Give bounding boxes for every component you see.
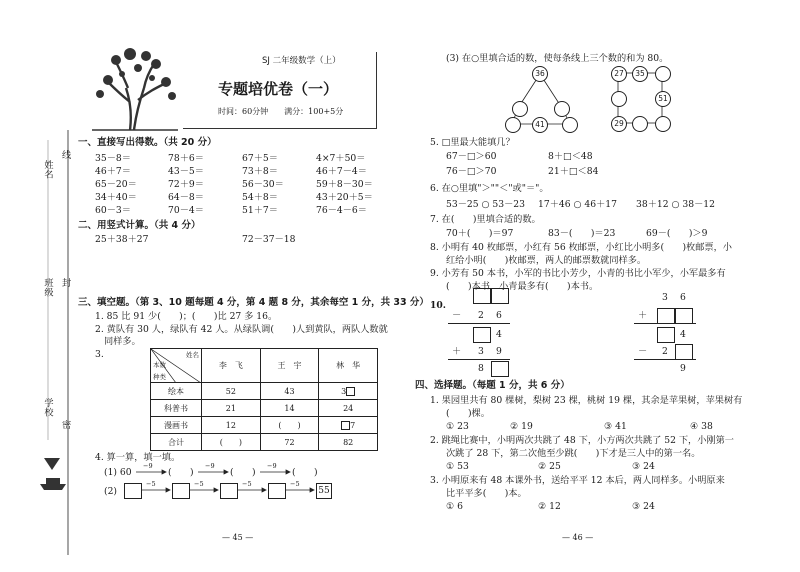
- choice-option[interactable]: ③ 41: [604, 421, 627, 432]
- fill-q6: 6. 在○里填"＞""＜"或"＝"。: [430, 183, 549, 194]
- choice-option[interactable]: ① 23: [446, 421, 469, 432]
- section-1-heading: 一、直接写出得数。（共 20 分）: [78, 137, 217, 148]
- calc-item: 43－5＝: [168, 166, 204, 177]
- fill-q10: 10.: [430, 300, 446, 311]
- op-plus: ＋: [452, 346, 462, 357]
- q5-item: 76－□＞70: [446, 166, 497, 177]
- chain-1-blank[interactable]: ( ): [230, 467, 256, 478]
- calc-item: 54＋8＝: [242, 192, 278, 203]
- digit-box[interactable]: [473, 288, 491, 304]
- digit: 2: [662, 346, 668, 357]
- sidebar-name: 姓名: [42, 160, 53, 179]
- op-plus: ＋: [638, 310, 648, 321]
- calc-item: 46＋7＝: [95, 166, 131, 177]
- sidebar-class: 班级: [42, 278, 53, 297]
- section-4-heading: 四、选择题。（每题 1 分，共 6 分）: [415, 380, 570, 391]
- square-node[interactable]: [655, 116, 671, 132]
- digit: 3: [662, 292, 668, 303]
- fill-q3-right: (3) 在○里填合适的数，使每条线上三个数的和为 80。: [446, 53, 669, 64]
- op-minus: －: [638, 346, 648, 357]
- table-header-cell: 李 飞: [202, 349, 261, 383]
- fill-q5: 5. □里最大能填几？: [430, 137, 515, 148]
- q5-item: 21＋□＜84: [548, 166, 599, 177]
- choice-option[interactable]: ② 12: [538, 501, 561, 512]
- triangle-node[interactable]: [512, 101, 528, 117]
- digit-box[interactable]: [657, 308, 675, 324]
- sidebar-school: 学校: [42, 398, 53, 417]
- chain-1-label: −9: [267, 462, 277, 470]
- q7-item: 83－( )＝23: [548, 228, 616, 239]
- fill-q7: 7. 在( )里填合适的数。: [430, 214, 541, 225]
- square-node: 35: [632, 66, 648, 82]
- chain-1-blank[interactable]: ( ): [292, 467, 318, 478]
- choice-option[interactable]: ② 25: [538, 461, 561, 472]
- chain-1-label: −9: [205, 462, 215, 470]
- square-node[interactable]: [655, 66, 671, 82]
- choice-option[interactable]: ④ 38: [690, 421, 713, 432]
- vertical-calc-1: 25＋38＋27: [95, 234, 149, 245]
- calc-item: 34＋40＝: [95, 192, 137, 203]
- fill-q2-line1: 2. 黄队有 30 人，绿队有 42 人。从绿队调( )人到黄队，两队人数就: [95, 324, 388, 335]
- table-row: 科普书 21 14 24: [151, 400, 378, 417]
- chain-1-blank[interactable]: ( ): [168, 467, 194, 478]
- choice-q1-line1: 1. 果园里共有 80 棵树，梨树 23 棵，桃树 19 棵，其余是苹果树，苹果树有: [430, 395, 743, 406]
- calc-item: 67＋5＝: [242, 153, 278, 164]
- calc-rule: [634, 359, 696, 360]
- op-minus: －: [452, 310, 462, 321]
- fill-q9-line2: ( )本书，小青最多有( )本书。: [446, 281, 599, 292]
- page-number-right: — 46 —: [562, 533, 594, 542]
- square-node: 29: [611, 116, 627, 132]
- fill-q8-line1: 8. 小明有 40 枚邮票，小红有 56 枚邮票，小红比小明多( )枚邮票，小: [430, 242, 732, 253]
- blank-box[interactable]: [346, 387, 355, 396]
- sidebar-secret: 密: [62, 420, 72, 431]
- digit: 9: [496, 346, 502, 357]
- calc-item: 59＋8－30＝: [316, 179, 373, 190]
- choice-option[interactable]: ② 19: [510, 421, 533, 432]
- calc-item: 43＋20＋5＝: [316, 192, 373, 203]
- choice-q3-line1: 3. 小明原来有 48 本课外书，送给平平 12 本后，两人同样多。小明原来: [430, 475, 725, 486]
- triangle-node: 36: [532, 66, 548, 82]
- chain-1-arrows: [136, 462, 306, 478]
- triangle-node[interactable]: [562, 117, 578, 133]
- chain-1-start: (1) 60: [104, 467, 132, 478]
- digit-box[interactable]: [675, 308, 693, 324]
- table-diagonal-header: 姓名 本数 种类: [151, 349, 202, 383]
- blank-box[interactable]: [341, 421, 350, 430]
- choice-q1-line2: ( )棵。: [446, 408, 490, 419]
- chain-2-label: −5: [194, 480, 204, 488]
- q7-item: 70＋( )＝97: [446, 228, 514, 239]
- triangle-node[interactable]: [554, 101, 570, 117]
- vertical-calc-2: 72－37－18: [242, 234, 296, 245]
- chain-2-end: 55: [316, 483, 332, 499]
- digit: 6: [680, 292, 686, 303]
- fill-q4: 4. 算一算，填一填。: [95, 452, 181, 463]
- chain-2-label: −5: [146, 480, 156, 488]
- calc-rule: [448, 323, 510, 324]
- table-row: 合计 ( ) 72 82: [151, 434, 378, 451]
- page-number-left: — 45 —: [222, 533, 254, 542]
- exam-meta: 时间：60分钟 满分：100+5分: [218, 107, 344, 116]
- book-table: [150, 348, 378, 451]
- calc-item: 72＋9＝: [168, 179, 204, 190]
- digit-box[interactable]: [491, 288, 509, 304]
- calc-item: 60－3＝: [95, 205, 131, 216]
- calc-item: 76－4－6＝: [316, 205, 367, 216]
- square-node[interactable]: [611, 91, 627, 107]
- table-row: 漫画书 12 ( ) 7: [151, 417, 378, 434]
- calc-item: 78＋6＝: [168, 153, 204, 164]
- digit: 9: [680, 363, 686, 374]
- calc-item: 73＋8＝: [242, 166, 278, 177]
- fill-q9-line1: 9. 小芳有 50 本书，小军的书比小芳少，小青的书比小军少，小军最多有: [430, 268, 726, 279]
- choice-q2-line1: 2. 跳绳比赛中，小明两次共跳了 48 下，小方两次共跳了 52 下，小刚第一: [430, 435, 734, 446]
- square-node: 51: [655, 91, 671, 107]
- q6-item: 17＋46 ○ 46＋17: [538, 199, 617, 210]
- choice-option[interactable]: ① 6: [446, 501, 464, 512]
- digit: 4: [680, 329, 686, 340]
- q6-item: 53－25 ○ 53－23: [446, 199, 525, 210]
- sidebar-line: 线: [62, 150, 72, 161]
- chain-2-label: −5: [290, 480, 300, 488]
- calc-item: 64－8＝: [168, 192, 204, 203]
- triangle-node: 41: [532, 117, 548, 133]
- q5-item: 67－□＞60: [446, 151, 497, 162]
- digit: 2: [478, 310, 484, 321]
- choice-option[interactable]: ① 53: [446, 461, 469, 472]
- digit-box[interactable]: [473, 327, 491, 343]
- calc-item: 70－4＝: [168, 205, 204, 216]
- fill-q3: 3.: [95, 349, 104, 360]
- calc-item: 46＋7－4＝: [316, 166, 367, 177]
- table-row: 绘本 52 43 3: [151, 383, 378, 400]
- digit-box[interactable]: [675, 344, 693, 360]
- table-header-cell: 王 宇: [260, 349, 319, 383]
- choice-option[interactable]: ③ 24: [632, 461, 655, 472]
- square-node: 27: [611, 66, 627, 82]
- fill-q2-line2: 同样多。: [104, 336, 141, 347]
- binding-margin: [0, 0, 80, 568]
- grade-badge: SJ 二年级数学（上）: [262, 56, 341, 66]
- digit: 3: [478, 346, 484, 357]
- q7-item: 69－( )＞9: [646, 228, 708, 239]
- page-title: 专题培优卷（一）: [218, 80, 339, 98]
- tree-illustration: [90, 44, 180, 132]
- calc-rule: [634, 323, 696, 324]
- digit: 8: [478, 363, 484, 374]
- calc-item: 35－8＝: [95, 153, 131, 164]
- table-header-cell: 林 华: [319, 349, 378, 383]
- calc-item: 56－30＝: [242, 179, 284, 190]
- sidebar-seal: 封: [62, 278, 72, 289]
- section-3-heading: 三、填空题。（第 3、10 题每题 4 分，第 4 题 8 分，其余每空 1 分，共 33 分）: [78, 297, 429, 308]
- calc-rule: [448, 359, 510, 360]
- triangle-node[interactable]: [505, 117, 521, 133]
- chain-1-label: −9: [143, 462, 153, 470]
- q6-item: 38＋12 ○ 38－12: [636, 199, 715, 210]
- calc-item: 51＋7＝: [242, 205, 278, 216]
- q5-item: 8＋□＜48: [548, 151, 593, 162]
- fill-q1: 1. 85 比 91 少( )；( )比 27 多 16。: [95, 311, 278, 322]
- chain-2-start: (2): [104, 486, 118, 497]
- fill-q8-line2: 红给小明( )枚邮票，两人的邮票数就同样多。: [446, 255, 647, 266]
- choice-option[interactable]: ③ 24: [632, 501, 655, 512]
- chain-2-label: −5: [242, 480, 252, 488]
- choice-q2-line2: 次跳了 28 下，第二次他至少跳( )下才是三人中的第一名。: [446, 448, 701, 459]
- digit: 6: [496, 310, 502, 321]
- calc-item: 65－20＝: [95, 179, 137, 190]
- square-node[interactable]: [632, 116, 648, 132]
- digit-box[interactable]: [657, 327, 675, 343]
- digit-box[interactable]: [491, 361, 509, 377]
- calc-item: 4×7＋50＝: [316, 153, 366, 164]
- digit: 4: [496, 329, 502, 340]
- section-2-heading: 二、用竖式计算。（共 4 分）: [78, 220, 201, 231]
- choice-q3-line2: 比平平多( )本。: [446, 488, 527, 499]
